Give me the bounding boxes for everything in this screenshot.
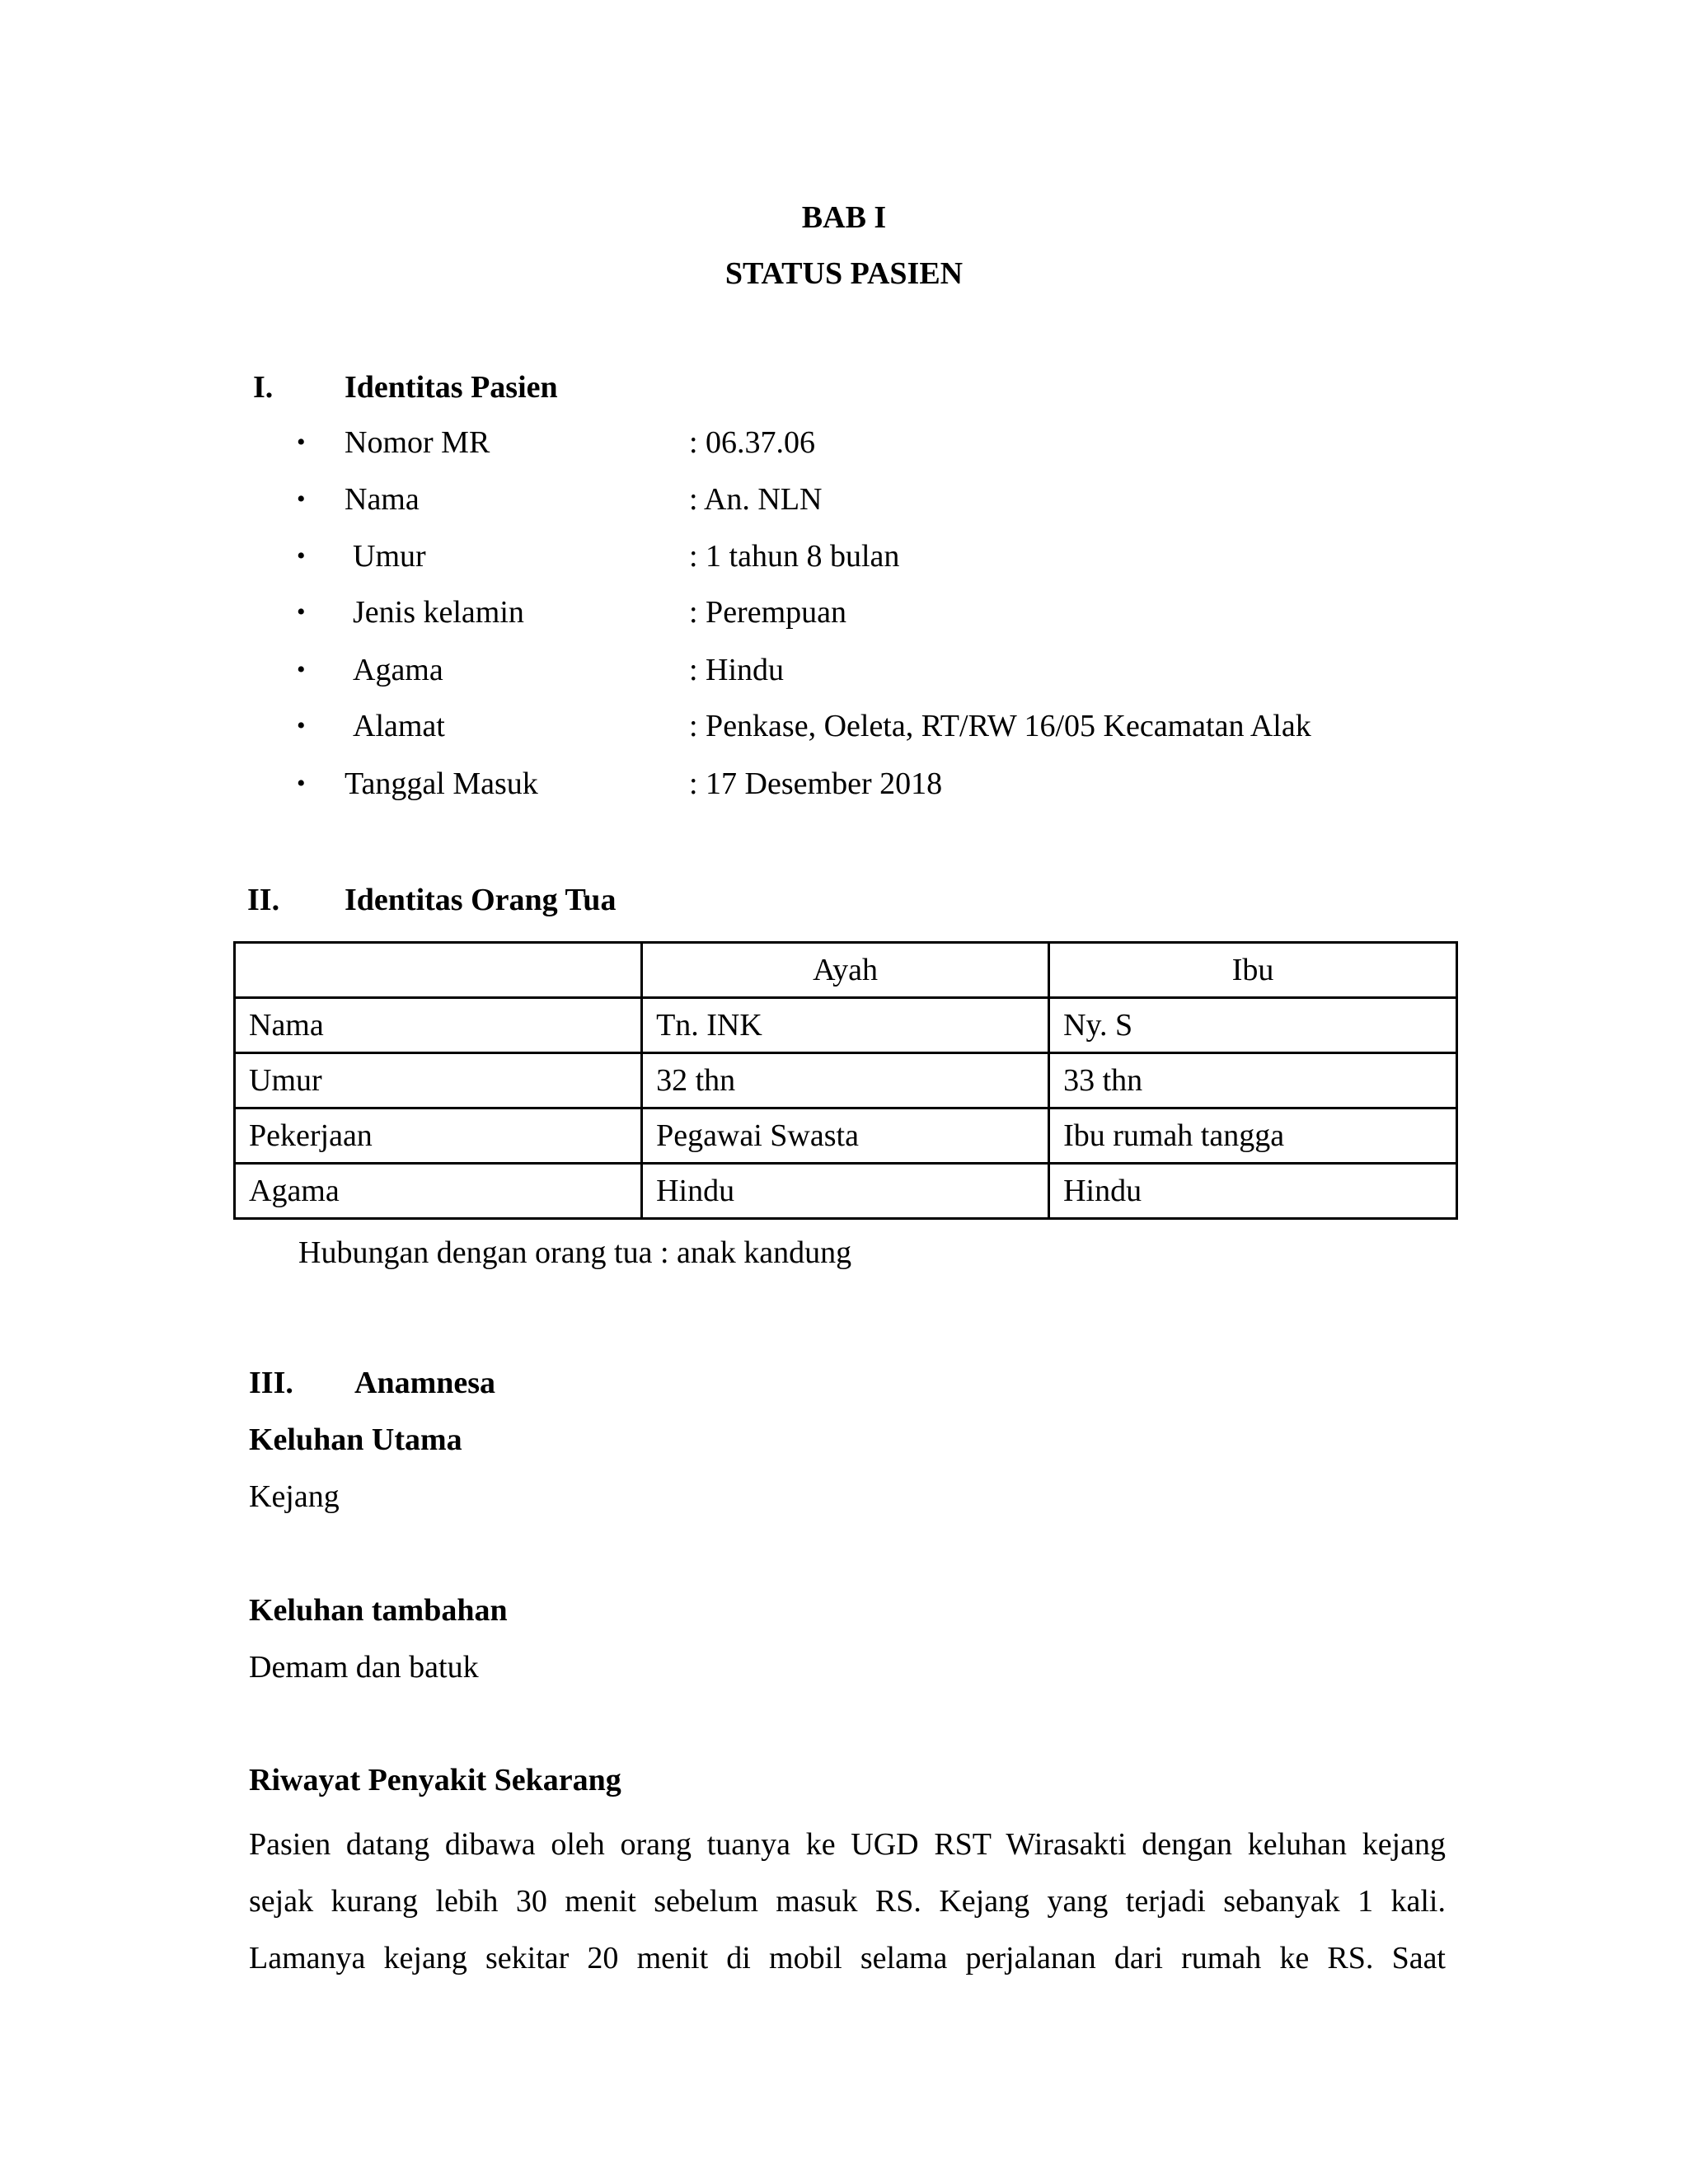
- table-header-cell: [235, 943, 642, 998]
- bullet-icon: •: [297, 712, 306, 739]
- riwayat-line: sejak kurang lebih 30 menit sebelum masuk RS. Kejang yang terjadi sebanyak 1 kali.: [249, 1884, 1446, 1919]
- item-value: : An. NLN: [689, 482, 823, 517]
- item-value: : 17 Desember 2018: [689, 766, 943, 801]
- table-row: [235, 1053, 1457, 1108]
- table-cell: 33 thn: [1049, 1053, 1457, 1108]
- item-label: Tanggal Masuk: [345, 766, 538, 801]
- table-cell: Umur: [235, 1053, 642, 1108]
- parent-relation-text: Hubungan dengan orang tua : anak kandung: [298, 1235, 852, 1270]
- table-header-cell: Ayah: [642, 943, 1049, 998]
- item-label: Nomor MR: [345, 425, 490, 460]
- section-1-number: I.: [253, 370, 274, 405]
- table-header-cell: Ibu: [1049, 943, 1457, 998]
- riwayat-line: Lamanya kejang sekitar 20 menit di mobil selama perjalanan dari rumah ke RS. Saat: [249, 1941, 1446, 1975]
- section-3-number: III.: [249, 1366, 293, 1400]
- table-cell: Ibu rumah tangga: [1049, 1108, 1457, 1164]
- table-cell: Nama: [235, 998, 642, 1053]
- table-cell: Pekerjaan: [235, 1108, 642, 1164]
- bullet-icon: •: [297, 429, 306, 456]
- table-cell: 32 thn: [642, 1053, 1049, 1108]
- item-value: : Perempuan: [689, 595, 847, 630]
- table-cell: Agama: [235, 1164, 642, 1219]
- keluhan-tambahan-heading: Keluhan tambahan: [249, 1593, 508, 1628]
- item-value: : Penkase, Oeleta, RT/RW 16/05 Kecamatan Alak: [689, 709, 1311, 743]
- section-2-title: Identitas Orang Tua: [345, 883, 617, 917]
- item-value: : 06.37.06: [689, 425, 816, 460]
- riwayat-heading: Riwayat Penyakit Sekarang: [249, 1763, 621, 1797]
- bullet-icon: •: [297, 598, 306, 626]
- keluhan-utama-heading: Keluhan Utama: [249, 1422, 462, 1457]
- table-row: [235, 1164, 1457, 1219]
- table-cell: Pegawai Swasta: [642, 1108, 1049, 1164]
- page-title: STATUS PASIEN: [724, 256, 964, 291]
- item-value: : Hindu: [689, 653, 785, 687]
- table-header-row: [235, 943, 1457, 998]
- section-2-number: II.: [247, 883, 280, 917]
- bullet-icon: •: [297, 485, 306, 513]
- item-label: Jenis kelamin: [353, 595, 524, 630]
- item-label: Alamat: [353, 709, 445, 743]
- bullet-icon: •: [297, 542, 306, 569]
- bullet-icon: •: [297, 656, 306, 683]
- keluhan-utama-text: Kejang: [249, 1479, 340, 1514]
- table-cell: Ny. S: [1049, 998, 1457, 1053]
- table-cell: Tn. INK: [642, 998, 1049, 1053]
- bullet-icon: •: [297, 770, 306, 797]
- section-1-title: Identitas Pasien: [345, 370, 558, 405]
- table-cell: Hindu: [1049, 1164, 1457, 1219]
- item-label: Nama: [345, 482, 420, 517]
- keluhan-tambahan-text: Demam dan batuk: [249, 1650, 479, 1685]
- parent-identity-table: [233, 941, 1458, 1220]
- chapter-heading: BAB I: [801, 200, 887, 235]
- item-label: Agama: [353, 653, 443, 687]
- item-value: : 1 tahun 8 bulan: [689, 539, 900, 574]
- table-row: [235, 998, 1457, 1053]
- table-cell: Hindu: [642, 1164, 1049, 1219]
- section-3-title: Anamnesa: [354, 1366, 496, 1400]
- item-label: Umur: [353, 539, 426, 574]
- riwayat-line: Pasien datang dibawa oleh orang tuanya ke UGD RST Wirasakti dengan keluhan kejang: [249, 1827, 1446, 1862]
- table-row: [235, 1108, 1457, 1164]
